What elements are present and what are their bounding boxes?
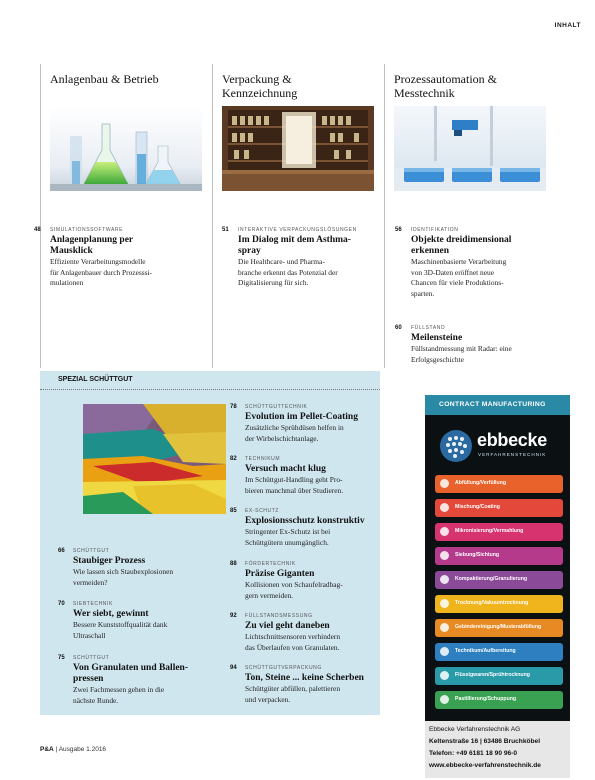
ad-brand-sub: VERFAHRENSTECHNIK [478, 452, 547, 457]
article-desc-line: Wie lassen sich Staubexplosionen [73, 567, 174, 576]
article-title-line: Staubiger Prozess [73, 556, 146, 566]
article-title-line: Mausklick [50, 246, 93, 256]
spezial-schuettgut-box [40, 371, 380, 715]
article-anlagenplanung[interactable] [34, 227, 208, 289]
article-desc-line: Digitalisierung für sich. [238, 278, 309, 287]
column-title-prozessautomation [394, 72, 497, 100]
article-title [50, 235, 208, 257]
article-title-line: Objekte dreidimensional [411, 235, 512, 245]
article-description [411, 257, 561, 299]
ad-website-link[interactable]: www.ebbecke-verfahrenstechnik.de [429, 762, 541, 769]
spezial-item-praezise-giganten[interactable] [230, 561, 375, 601]
article-title-line: Im Dialog mit dem Asthma- [238, 235, 351, 245]
article-title-line: Wer siebt, gewinnt [73, 609, 149, 619]
article-desc-line: Bessere Kunststoffqualität dank [73, 620, 168, 629]
article-description [245, 475, 375, 496]
ad-service-label: Siebung/Sichtung [455, 552, 500, 558]
article-category: SCHÜTTGUTTECHNIK [245, 404, 308, 410]
article-desc-line: Schüttgüter abfüllen, palettieren [245, 684, 341, 693]
article-category: SCHÜTTGUTVERPACKUNG [245, 665, 322, 671]
ad-service-item [435, 643, 563, 661]
photo-pharmacy-shelves [222, 106, 374, 191]
article-desc-line: gern vermeiden. [245, 590, 294, 600]
footer-issue: Ausgabe 1.2016 [58, 746, 107, 753]
service-icon [440, 647, 449, 656]
article-title [73, 663, 231, 685]
article-desc-line: Ultraschall [73, 630, 106, 640]
service-icon [440, 695, 449, 704]
article-title-line: erkennen [411, 246, 449, 256]
column-title-line: Verpackung & [222, 72, 292, 86]
article-title-line: spray [238, 246, 261, 256]
ebbecke-logo-icon [439, 429, 473, 467]
ad-service-item [435, 547, 563, 565]
article-category: FÜLLSTAND [411, 325, 446, 331]
spezial-header-label: SPEZIAL SCHÜTTGUT [58, 376, 133, 383]
spezial-item-granulaten[interactable] [58, 655, 231, 706]
ad-address: Keltenstraße 16 | 63486 Bruchköbel [429, 738, 541, 745]
ad-service-label: Abfüllung/Verfüllung [455, 480, 507, 486]
article-desc-line: Erfolgsgeschichte [411, 354, 464, 364]
ad-service-label: Mischung/Coating [455, 504, 500, 510]
service-icon [440, 671, 449, 680]
spezial-header [40, 371, 380, 390]
article-desc-line: von 3D-Daten eröffnet neue [411, 267, 494, 277]
page-number: 85 [230, 508, 237, 514]
article-title-line: Zu viel geht daneben [245, 621, 330, 631]
article-meilensteine[interactable] [395, 325, 561, 365]
service-icon [440, 599, 449, 608]
ad-service-label: Gebindereinigung/Musterabfüllung [455, 624, 542, 630]
article-desc-line: Füllstandmessung mit Radar: eine [411, 344, 512, 353]
article-description [245, 632, 375, 653]
article-desc-line: Im Schüttgut-Handling geht Pro- [245, 475, 343, 484]
spezial-item-staubiger-prozess[interactable] [58, 548, 231, 588]
article-description [238, 257, 378, 289]
ad-service-label: Pastillierung/Schuppung [455, 696, 517, 702]
ad-service-label: Kompaktierung/Granulierung [455, 576, 528, 582]
column-title-verpackung [222, 72, 297, 100]
article-description [73, 567, 231, 588]
article-title [73, 556, 231, 567]
service-icon [440, 551, 449, 560]
article-title-line: Ton, Steine ... keine Scherben [245, 673, 364, 683]
ad-service-label: Trocknung/Vakuumtrocknung [455, 600, 529, 606]
service-icon [440, 503, 449, 512]
article-category: FÜLLSTANDSMESSUNG [245, 613, 313, 619]
column-title-anlagenbau [50, 72, 159, 86]
page-number: 75 [58, 655, 65, 661]
article-description [245, 527, 375, 548]
article-desc-line: Zusätzliche Sprühdüsen helfen in [245, 423, 344, 432]
article-title-line: Evolution im Pellet-Coating [245, 412, 358, 422]
article-desc-line: Die Healthcare- und Pharma- [238, 257, 325, 266]
ebbecke-advertisement[interactable] [425, 395, 570, 778]
article-title-line: Anlagenplanung per [50, 235, 134, 245]
spezial-item-versuch[interactable] [230, 456, 375, 496]
article-title [245, 516, 375, 527]
service-icon [440, 575, 449, 584]
article-title-line: Präzise Giganten [245, 569, 315, 579]
column-title-line: Anlagenbau & Betrieb [50, 72, 159, 86]
article-category: TECHNIKUM [245, 456, 281, 462]
spezial-item-zu-viel[interactable] [230, 613, 375, 653]
article-title [411, 235, 561, 257]
page-number: 88 [230, 561, 237, 567]
article-category: INTERAKTIVE VERPACKUNGSLÖSUNGEN [238, 227, 357, 233]
ad-phone: Telefon: +49 6181 18 90 96-0 [429, 750, 518, 757]
spezial-item-wer-siebt[interactable] [58, 601, 231, 641]
article-title [238, 235, 378, 257]
column-divider [384, 64, 385, 368]
column-divider [212, 64, 213, 368]
photo-lab-glassware [50, 106, 202, 191]
ad-service-item [435, 691, 563, 709]
article-title-line: pressen [73, 674, 104, 684]
article-title-line: Von Granulaten und Ballen- [73, 663, 189, 673]
article-desc-line: Effiziente Verarbeitungsmodelle [50, 257, 146, 266]
article-desc-line: Kollisionen von Schaufelradbag- [245, 580, 343, 589]
article-description [50, 257, 208, 289]
article-desc-line: Zwei Fachmessen gehen in die [73, 685, 165, 694]
page-number: 56 [395, 227, 402, 233]
page-number: 60 [395, 325, 402, 331]
article-title-line: Versuch macht klug [245, 464, 326, 474]
ad-company: Ebbecke Verfahrenstechnik AG [429, 726, 521, 733]
article-title [245, 569, 375, 580]
article-description [245, 684, 375, 705]
article-desc-line: bieren manchmal über Studieren. [245, 485, 344, 495]
article-category: EX-SCHUTZ [245, 508, 280, 514]
ad-service-item [435, 475, 563, 493]
page-number: 92 [230, 613, 237, 619]
article-desc-line: mulationen [50, 278, 84, 287]
article-category: FÖRDERTECHNIK [245, 561, 296, 567]
article-category: SIMULATIONSSOFTWARE [50, 227, 124, 233]
article-desc-line: Chancen für viele Produktions- [411, 278, 504, 287]
spezial-item-ton-steine[interactable] [230, 665, 375, 705]
ad-service-item [435, 619, 563, 637]
article-title-line: Explosionsschutz konstruktiv [245, 516, 365, 526]
section-label: INHALT [554, 22, 581, 29]
ad-header-label: CONTRACT MANUFACTURING [439, 401, 546, 408]
article-category: IDENTIFIKATION [411, 227, 459, 233]
article-title [245, 621, 375, 632]
page-number: 82 [230, 456, 237, 462]
ad-contact [425, 721, 570, 778]
footer-brand: P&A [40, 746, 54, 753]
article-desc-line: branche erkennt das Potenzial der [238, 267, 338, 277]
page-number: 70 [58, 601, 65, 607]
ad-service-item [435, 667, 563, 685]
article-desc-line: für Anlagenbauer durch Prozesssi- [50, 267, 152, 277]
spezial-item-pellet-coating[interactable] [230, 404, 375, 444]
ad-header [425, 395, 570, 415]
page-number: 94 [230, 665, 237, 671]
article-title [73, 609, 231, 620]
article-desc-line: vermeiden? [73, 577, 108, 587]
service-icon [440, 479, 449, 488]
article-desc-line: Lichtschnittsensoren verhindern [245, 632, 341, 641]
ad-service-item [435, 523, 563, 541]
article-category: SCHÜTTGUT [73, 655, 110, 661]
article-title [245, 464, 375, 475]
article-description [411, 344, 561, 365]
page-number: 48 [34, 227, 41, 233]
article-title [245, 673, 375, 684]
service-icon [440, 527, 449, 536]
photo-3d-sensor-machines [394, 106, 546, 191]
ad-service-item [435, 499, 563, 517]
page-number: 66 [58, 548, 65, 554]
article-description [73, 620, 231, 641]
page-number: 51 [222, 227, 229, 233]
service-icon [440, 623, 449, 632]
column-divider [40, 64, 41, 368]
page-footer [40, 746, 106, 753]
column-title-line: Messtechnik [394, 86, 455, 100]
article-desc-line: sparten. [411, 288, 435, 298]
article-description [245, 423, 375, 444]
article-desc-line: Maschinenbasierte Verarbeitung [411, 257, 507, 266]
article-asthma-spray[interactable] [222, 227, 378, 289]
ad-service-item [435, 571, 563, 589]
article-desc-line: der Wirbelschichtanlage. [245, 433, 319, 443]
ad-service-label: Flüssigwaren/Sprühtrocknung [455, 672, 530, 678]
article-category: SCHÜTTGUT [73, 548, 110, 554]
article-title [245, 412, 375, 423]
ad-service-label: Technikum/Aufbereitung [455, 648, 516, 654]
article-objekte-3d[interactable] [395, 227, 561, 299]
article-desc-line: Schüttgütern unumgänglich. [245, 537, 329, 547]
article-description [73, 685, 231, 706]
article-description [245, 580, 375, 601]
article-title [411, 333, 561, 344]
photo-colored-powders [83, 404, 226, 514]
page-number: 78 [230, 404, 237, 410]
article-category: SIEBTECHNIK [73, 601, 113, 607]
column-title-line: Kennzeichnung [222, 86, 298, 100]
article-desc-line: und verpacken. [245, 694, 291, 704]
ad-service-item [435, 595, 563, 613]
article-desc-line: nächste Runde. [73, 695, 119, 705]
article-title-line: Meilensteine [411, 333, 463, 343]
footer-separator: | [55, 746, 58, 753]
ad-brand: ebbecke [477, 430, 547, 450]
article-desc-line: Stringenter Ex-Schutz ist bei [245, 527, 331, 536]
article-desc-line: das Überlaufen von Granulaten. [245, 642, 340, 652]
ad-service-label: Mikronisierung/Vermahlung [455, 528, 524, 534]
column-title-line: Prozessautomation & [394, 72, 497, 86]
spezial-item-explosionsschutz[interactable] [230, 508, 375, 548]
